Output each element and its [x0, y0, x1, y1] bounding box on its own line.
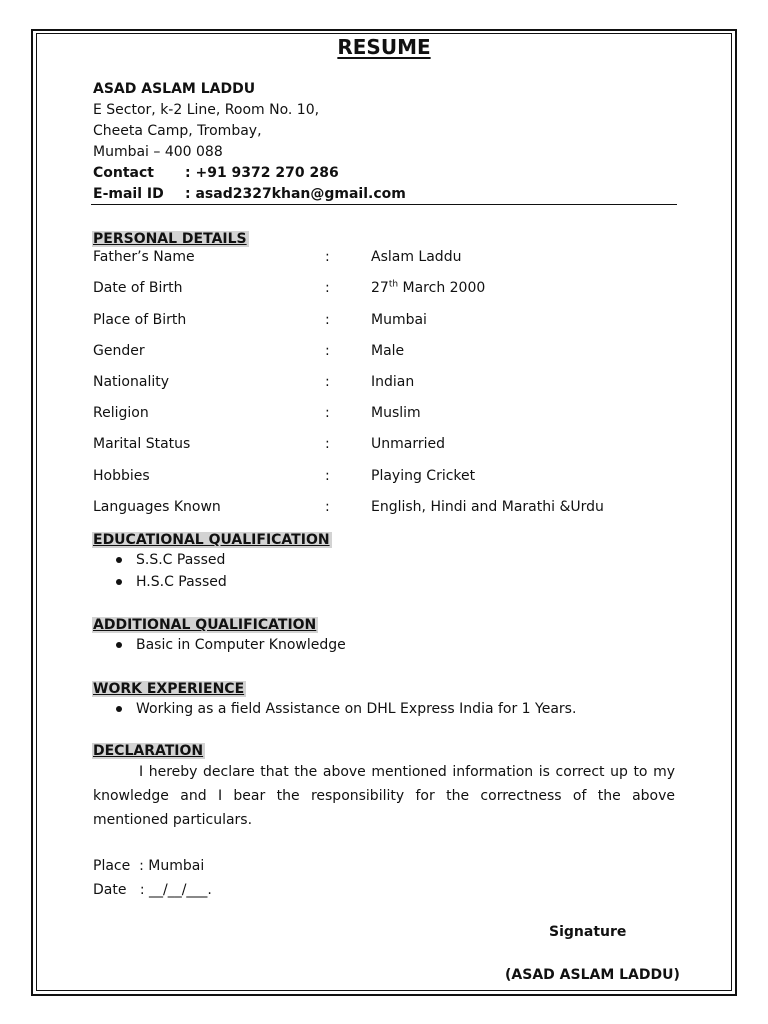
detail-value-fathers-name: Aslam Laddu — [371, 249, 462, 265]
educational-heading: EDUCATIONAL QUALIFICATION — [93, 532, 330, 548]
date-line: Date : __/__/___. — [93, 882, 212, 898]
detail-value-date-of-birth: 27th March 2000 — [371, 279, 486, 296]
detail-separator: : — [325, 374, 330, 390]
detail-separator: : — [325, 405, 330, 421]
place-line: Place : Mumbai — [93, 858, 205, 874]
bullet-icon — [116, 557, 122, 563]
address-line-3: Mumbai – 400 088 — [93, 144, 223, 160]
list-item: H.S.C Passed — [116, 572, 227, 592]
bullet-icon — [116, 642, 122, 648]
work-experience-heading: WORK EXPERIENCE — [93, 681, 245, 697]
email-label: E-mail ID — [93, 186, 164, 202]
signature-name: (ASAD ASLAM LADDU) — [505, 967, 680, 983]
bullet-icon — [116, 579, 122, 585]
contact-label: Contact — [93, 165, 154, 181]
contact-value: : +91 9372 270 286 — [185, 165, 339, 181]
applicant-name: ASAD ASLAM LADDU — [93, 81, 256, 97]
bullet-icon — [116, 706, 122, 712]
detail-value-nationality: Indian — [371, 374, 415, 390]
detail-value-marital-status: Unmarried — [371, 436, 445, 452]
list-item: S.S.C Passed — [116, 550, 225, 570]
additional-heading: ADDITIONAL QUALIFICATION — [93, 617, 317, 633]
address-line-2: Cheeta Camp, Trombay, — [93, 123, 262, 139]
list-item: Basic in Computer Knowledge — [116, 635, 346, 655]
address-line-1: E Sector, k-2 Line, Room No. 10, — [93, 102, 320, 118]
detail-separator: : — [325, 343, 330, 359]
detail-label-languages: Languages Known — [93, 499, 221, 515]
email-value: : asad2327khan@gmail.com — [185, 186, 406, 202]
declaration-text: I hereby declare that the above mentioned information is correct up to my knowledge and I bear the responsibility for the correctness of the above mentioned particulars. — [93, 764, 675, 828]
detail-label-place-of-birth: Place of Birth — [93, 312, 187, 328]
detail-value-hobbies: Playing Cricket — [371, 468, 476, 484]
detail-label-nationality: Nationality — [93, 374, 170, 390]
detail-label-gender: Gender — [93, 343, 145, 359]
detail-separator: : — [325, 468, 330, 484]
detail-separator: : — [325, 312, 330, 328]
list-item: Working as a field Assistance on DHL Express India for 1 Years. — [116, 699, 576, 719]
detail-value-religion: Muslim — [371, 405, 421, 421]
detail-label-religion: Religion — [93, 405, 149, 421]
detail-value-gender: Male — [371, 343, 405, 359]
personal-details-heading: PERSONAL DETAILS — [93, 231, 247, 247]
resume-title: RESUME — [337, 35, 431, 59]
detail-separator: : — [325, 436, 330, 452]
detail-value-languages: English, Hindi and Marathi &Urdu — [371, 499, 604, 515]
detail-separator: : — [325, 280, 330, 296]
detail-label-hobbies: Hobbies — [93, 468, 150, 484]
detail-value-place-of-birth: Mumbai — [371, 312, 427, 328]
detail-separator: : — [325, 249, 330, 265]
detail-label-date-of-birth: Date of Birth — [93, 280, 183, 296]
signature-label: Signature — [549, 924, 627, 940]
declaration-heading: DECLARATION — [93, 743, 204, 759]
detail-label-marital-status: Marital Status — [93, 436, 191, 452]
detail-label-fathers-name: Father’s Name — [93, 249, 195, 265]
detail-separator: : — [325, 499, 330, 515]
header-divider — [91, 204, 677, 205]
